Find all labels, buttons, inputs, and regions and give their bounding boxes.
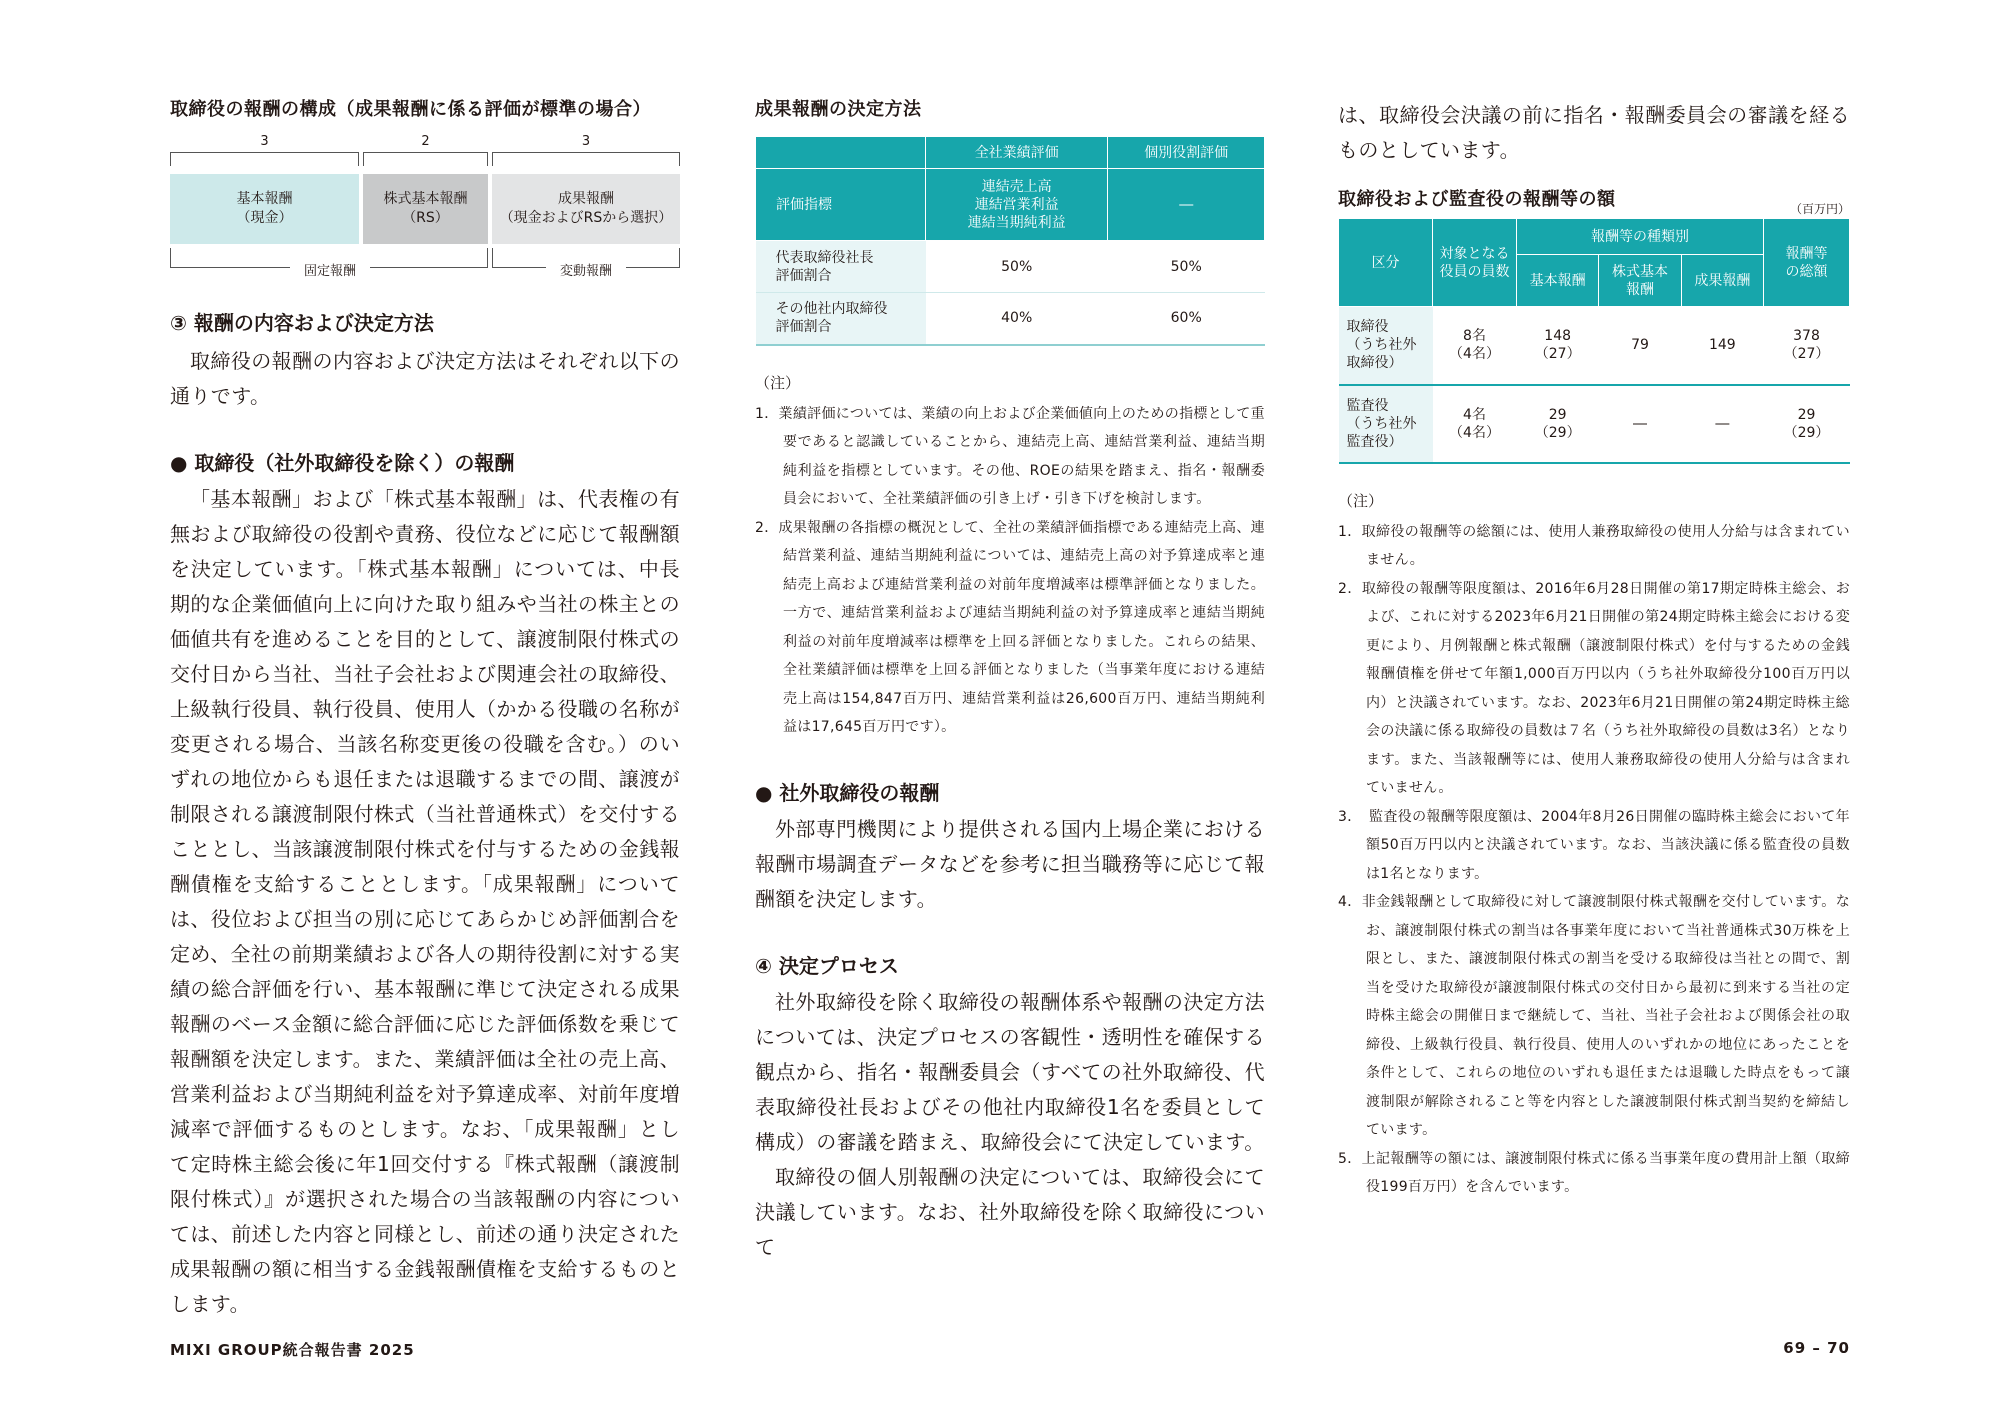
table-header-individual: 個別役割評価	[1108, 137, 1265, 169]
cell-performance: 149	[1708, 337, 1736, 354]
section-3	[170, 310, 680, 1322]
ratio-bracket-base	[170, 152, 359, 166]
header-total: 報酬等 の総額	[1764, 219, 1850, 307]
cell-count: 4名 （4名）	[1449, 406, 1500, 441]
note-item: 2．取締役の報酬等限度額は、2016年6月28日開催の第17期定時株主総会、および、これに対する2023年6月21日開催の第24期定時株主総会における変更により、月例報酬と株式報酬（譲渡制限付株式）を付与するための金銭報酬債権を併せて年額1,000百万円以内（うち社外取締役分100百万円以内）と決議されています。なお、2023年6月21日開催の第24期定時株主総会の決議に係る取締役の員数は７名（うち社外取締役の員数は3名）となります。また、当該報酬等には、使用人兼務取締役の使用人分給与は含まれていません。	[1338, 580, 1850, 796]
note-item: 2．成果報酬の各指標の概況として、全社の業績評価指標である連結売上高、連結営業利益、連結当期純利益については、連結売上高の対予算達成率と連結売上高および連結営業利益の対前年度増減率は標準評価となりました。一方で、連結営業利益および連結当期純利益の対予算達成率と連結当期純利益の対前年度増減率は標準を上回る評価となりました。これらの結果、全社業績評価は標準を上回る評価となりました（当事業年度における連結売上高は154,847百万円、連結営業利益は26,600百万円、連結当期純利益は17,645百万円です）。	[755, 519, 1265, 735]
cell-performance: ―	[1715, 415, 1730, 432]
section-4-title: ④ 決定プロセス	[755, 953, 899, 978]
cell-other-individual: 60%	[1108, 293, 1265, 345]
unit-label: （百万円）	[1789, 202, 1850, 216]
cell-stock: 79	[1631, 337, 1649, 354]
table-row	[1339, 307, 1850, 385]
cell-total: 29 （29）	[1783, 406, 1830, 441]
section-3-intro: 取締役の報酬の内容および決定方法はそれぞれ以下の通りです。	[170, 349, 680, 408]
performance-pay-box: 成果報酬 （現金およびRSから選択）	[492, 174, 680, 244]
stock-base-pay-box: 株式基本報酬 （RS）	[363, 174, 488, 244]
row-label-indicator: 評価指標	[756, 169, 926, 241]
row-category-directors: 取締役 （うち社外 取締役）	[1339, 307, 1433, 385]
ratio-label-stock: 2	[421, 134, 430, 149]
cell-stock: ―	[1632, 415, 1647, 432]
table-row	[1339, 385, 1850, 463]
ratio-label-performance: 3	[581, 134, 591, 149]
table-header-company: 全社業績評価	[926, 137, 1108, 169]
cell-count: 8名 （4名）	[1449, 328, 1500, 363]
performance-pay-table	[755, 136, 1265, 346]
variable-pay-label: 変動報酬	[546, 260, 626, 279]
header-base: 基本報酬	[1517, 255, 1599, 307]
compensation-composition-diagram	[170, 134, 680, 282]
row-label-other-directors: その他社内取締役 評価割合	[756, 293, 926, 345]
cell-other-company: 40%	[926, 293, 1108, 345]
row-label-ceo: 代表取締役社長 評価割合	[756, 241, 926, 293]
ratio-bracket-performance	[492, 152, 680, 166]
row-category-auditors: 監査役 （うち社外 監査役）	[1339, 385, 1433, 463]
column-2	[755, 98, 1265, 1265]
table-row	[756, 241, 1265, 293]
footer-report-title: MIXI GROUP統合報告書 2025	[170, 1341, 415, 1359]
header-by-type: 報酬等の種類別	[1517, 219, 1764, 255]
fixed-pay-label: 固定報酬	[290, 260, 370, 279]
remuneration-table-title: 取締役および監査役の報酬等の額	[1338, 189, 1616, 210]
header-stock: 株式基本 報酬	[1599, 255, 1681, 307]
continuation-text: は、取締役会決議の前に指名・報酬委員会の審議を経るものとしています。	[1338, 103, 1850, 162]
section-4-paragraph-2: 取締役の個人別報酬の決定については、取締役会にて決議しています。なお、社外取締役を除く取締役について	[755, 1164, 1265, 1259]
notes-heading: （注）	[1338, 491, 1384, 510]
note-item: 5．上記報酬等の額には、譲渡制限付株式に係る当事業年度の費用計上額（取締役199百万円）を含んでいます。	[1338, 1150, 1850, 1195]
notes-heading: （注）	[755, 373, 801, 392]
note-item: 1．取締役の報酬等の総額には、使用人兼務取締役の使用人分給与は含まれていません。	[1338, 523, 1850, 568]
ratio-bracket-stock	[363, 152, 488, 166]
cell-indicator-individual: ―	[1108, 169, 1265, 241]
base-pay-box: 基本報酬 （現金）	[170, 174, 359, 244]
note-item: 4．非金銭報酬として取締役に対して譲渡制限付株式報酬を交付しています。なお、譲渡制限付株式の割当は各事業年度において当社普通株式30万株を上限とし、また、譲渡制限付株式の割当を受ける取締役は当社との間で、割当を受けた取締役が譲渡制限付株式の交付日から最初に到来する当社の定時株主総会の開催日まで継続して、当社、当社子会社および関係会社の取締役、上級執行役員、執行役員、使用人のいずれかの地位にあったことを条件として、これらの地位のいずれも退任または退職した時点をもって譲渡制限が解除されること等を内容とした譲渡制限付株式割当契約を締結しています。	[1338, 894, 1850, 1138]
outside-directors-text: 外部専門機関により提供される国内上場企業における報酬市場調査データなどを参考に担当職務等に応じて報酬額を決定します。	[755, 816, 1265, 911]
column-3	[1338, 98, 1850, 1202]
table-header-blank	[756, 137, 926, 169]
directors-pay-text: 「基本報酬」および「株式基本報酬」は、代表権の有無および取締役の役割や責務、役位などに応じて報酬額を決定しています。「株式基本報酬」については、中長期的な企業価値向上に向けた取り組みや当社の株主との価値共有を進めることを目的として、譲渡制限付株式の交付日から当社、当社子会社および関連会社の取締役、上級執行役員、執行役員、使用人（かかる役職の名称が変更される場合、当該名称変更後の役職を含む。）のいずれの地位からも退任または退職するまでの間、譲渡が制限される譲渡制限付株式（当社普通株式）を交付することとし、当該譲渡制限付株式を付与するための金銭報酬債権を支給することとします。「成果報酬」については、役位および担当の別に応じてあらかじめ評価割合を定め、全社の前期業績および各人の期待役割に対する実績の総合評価を行い、基本報酬に準じて決定される成果報酬のベース金額に総合評価に応じた評価係数を乗じて報酬額を決定します。また、業績評価は全社の売上高、営業利益および当期純利益を対予算達成率、対前年度増減率で評価するものとします。なお、「成果報酬」として定時株主総会後に年1回交付する『株式報酬（譲渡制限付株式）』が選択された場合の当該報酬の内容については、前述した内容と同様とし、前述の通り決定された成果報酬の額に相当する金銭報酬債権を支給するものとします。	[170, 487, 680, 1316]
performance-table-title: 成果報酬の決定方法	[755, 99, 922, 120]
cell-base: 148 （27）	[1534, 328, 1581, 363]
remuneration-table	[1338, 218, 1850, 464]
diagram-title: 取締役の報酬の構成（成果報酬に係る評価が標準の場合）	[170, 99, 651, 120]
footer-page-numbers: 69 – 70	[1783, 1339, 1850, 1357]
cell-base: 29 （29）	[1534, 406, 1581, 441]
header-category: 区分	[1339, 219, 1433, 307]
directors-pay-heading: ● 取締役（社外取締役を除く）の報酬	[170, 451, 515, 475]
note-item: 3． 監査役の報酬等限度額は、2004年8月26日開催の臨時株主総会において年額50百万円以内と決議されています。なお、当該決議に係る監査役の員数は1名となります。	[1338, 808, 1850, 882]
header-count: 対象となる 役員の員数	[1433, 219, 1517, 307]
note-item: 1．業績評価については、業績の向上および企業価値向上のための指標として重要であると認識していることから、連結売上高、連結営業利益、連結当期純利益を指標としています。その他、ROEの結果を踏まえ、指名・報酬委員会において、全社業績評価の引き上げ・引き下げを検討します。	[755, 405, 1265, 507]
header-performance: 成果報酬	[1681, 255, 1763, 307]
section-4-paragraph-1: 社外取締役を除く取締役の報酬体系や報酬の決定方法については、決定プロセスの客観性・透明性を確保する観点から、指名・報酬委員会（すべての社外取締役、代表取締役社長およびその他社内取締役1名を委員として構成）の審議を踏まえ、取締役会にて決定しています。	[755, 989, 1265, 1154]
cell-indicator-company: 連結売上高 連結営業利益 連結当期純利益	[926, 169, 1108, 241]
cell-ceo-company: 50%	[926, 241, 1108, 293]
cell-total: 378 （27）	[1783, 328, 1830, 363]
outside-directors-heading: ● 社外取締役の報酬	[755, 780, 940, 805]
section-3-title: ③ 報酬の内容および決定方法	[170, 311, 434, 335]
table-row	[756, 293, 1265, 345]
cell-ceo-individual: 50%	[1108, 241, 1265, 293]
ratio-label-base: 3	[260, 134, 269, 149]
